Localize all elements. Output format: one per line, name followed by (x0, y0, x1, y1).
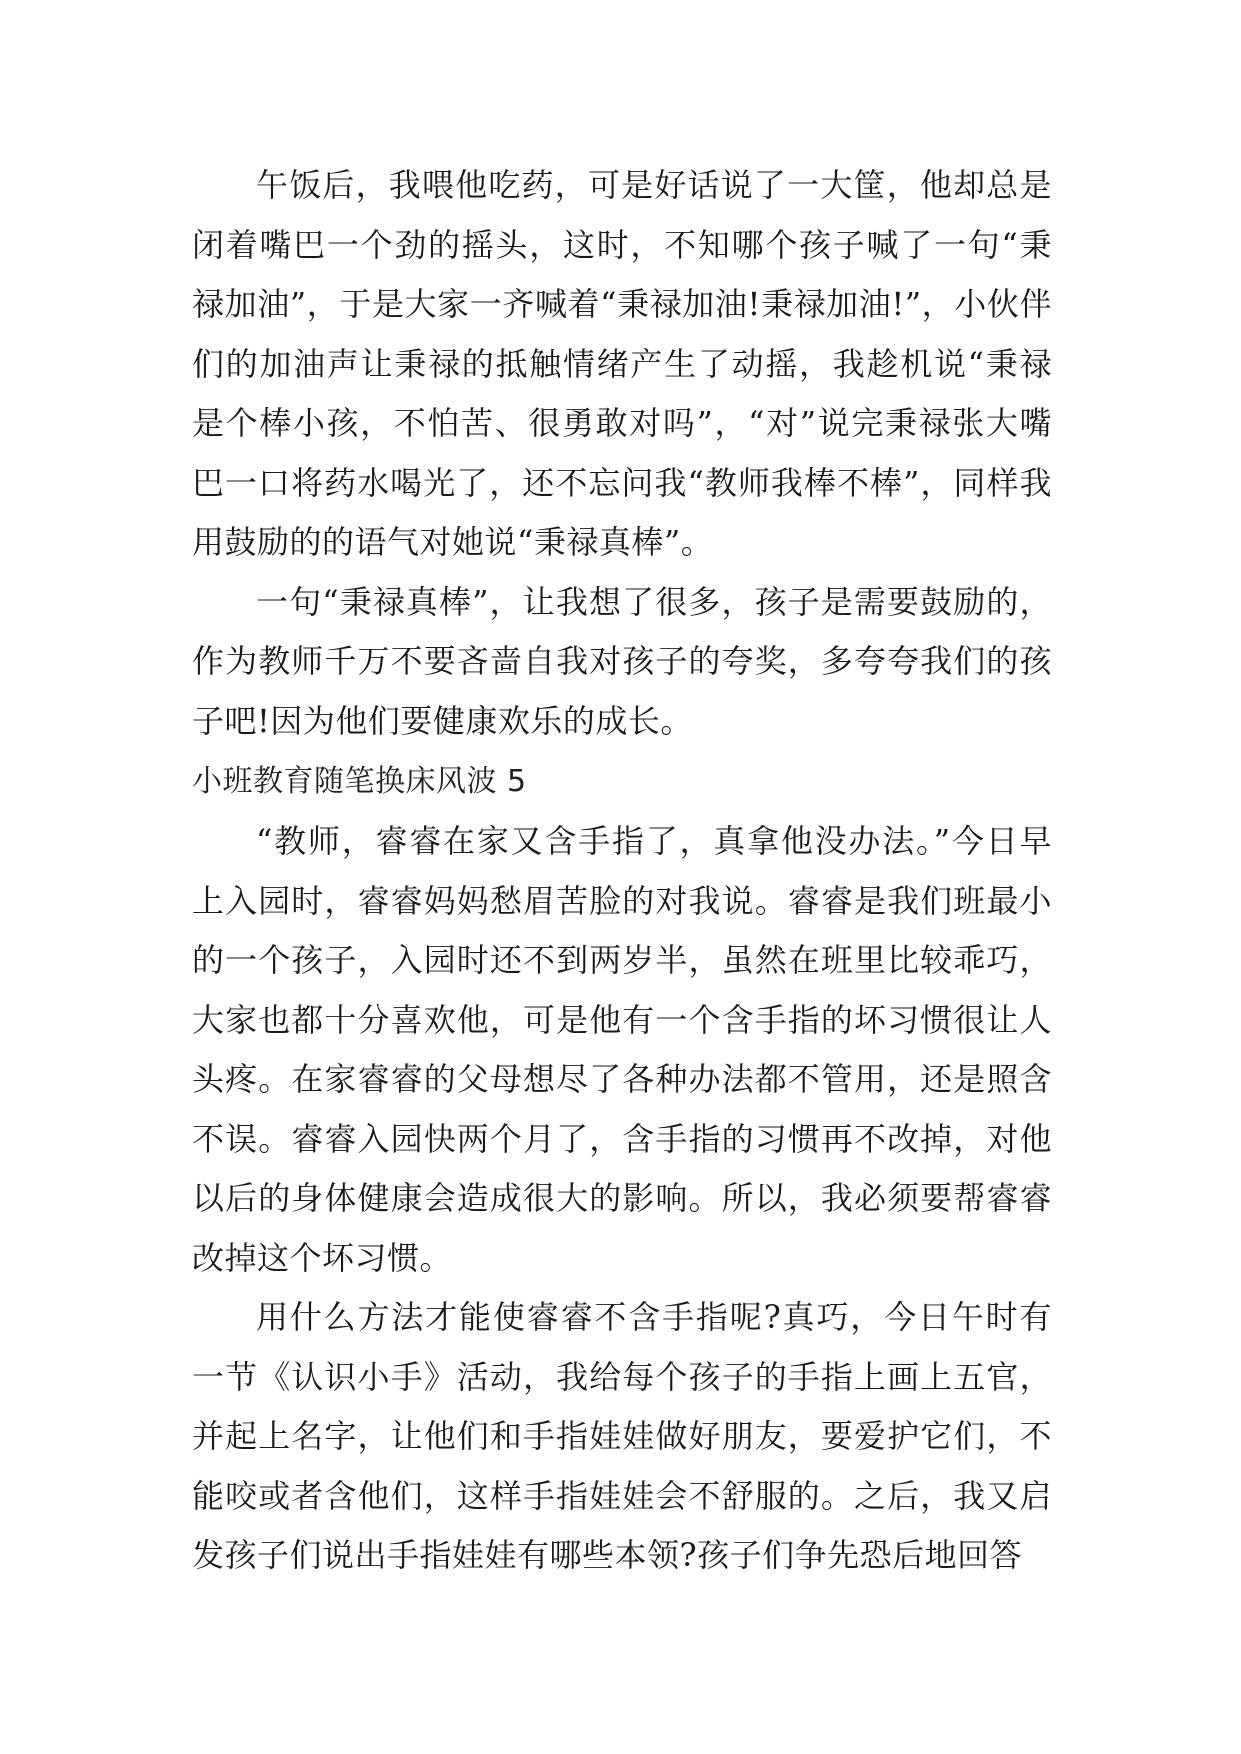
section-heading: 小班教育随笔换床风波 5 (192, 764, 527, 799)
paragraph-4: 用什么方法才能使睿睿不含手指呢?真巧，今日午时有一节《认识小手》活动，我给每个孩子的手指上画上五官，并起上名字，让他们和手指娃娃做好朋友，要爱护它们，不能咬或者含他们，这样手指娃娃会不舒服的。之后，我又启发孩子们说出手指娃娃有哪些本领?孩子们争先恐后地回答 (192, 1298, 1052, 1574)
paragraph-2: 一句“秉禄真棒”，让我想了很多，孩子是需要鼓励的，作为教师千万不要吝啬自我对孩子的夸奖，多夸夸我们的孩子吧!因为他们要健康欢乐的成长。 (192, 582, 1052, 740)
document-body (192, 156, 1052, 1586)
paragraph-1: 午饭后，我喂他吃药，可是好话说了一大筐，他却总是闭着嘴巴一个劲的摇头，这时，不知哪个孩子喊了一句“秉禄加油”，于是大家一齐喊着“秉禄加油!秉禄加油!”，小伙伴们的加油声让秉禄的抵触情绪产生了动摇，我趁机说“秉禄是个棒小孩，不怕苦、很勇敢对吗”，“对”说完秉禄张大嘴巴一口将药水喝光了，还不忘问我“教师我棒不棒”，同样我用鼓励的的语气对她说“秉禄真棒”。 (192, 166, 1052, 561)
paragraph-3: “教师，睿睿在家又含手指了，真拿他没办法。”今日早上入园时，睿睿妈妈愁眉苦脸的对我说。睿睿是我们班最小的一个孩子，入园时还不到两岁半，虽然在班里比较乖巧，大家也都十分喜欢他，可是他有一个含手指的坏习惯很让人头疼。在家睿睿的父母想尽了各种办法都不管用，还是照含不误。睿睿入园快两个月了，含手指的习惯再不改掉，对他以后的身体健康会造成很大的影响。所以，我必须要帮睿睿改掉这个坏习惯。 (192, 822, 1052, 1277)
